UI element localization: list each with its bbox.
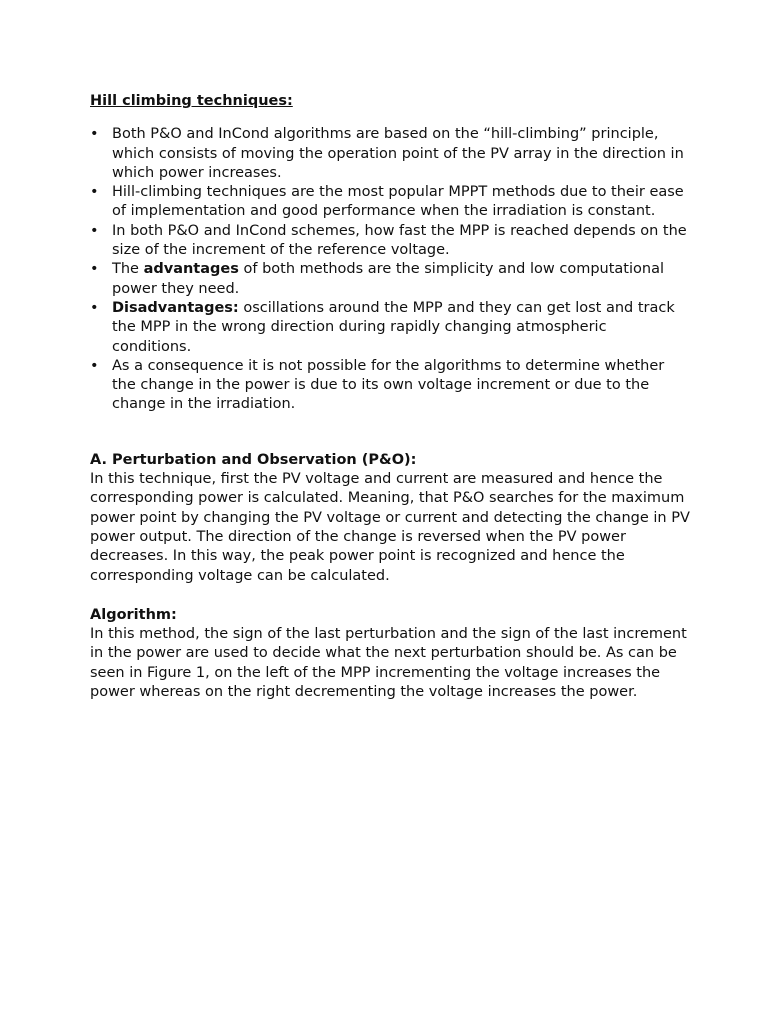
bullet-item bbox=[90, 222, 690, 261]
algorithm-heading: Algorithm: bbox=[90, 606, 177, 623]
hill-climbing-bullet-list bbox=[90, 125, 690, 414]
bullet-item bbox=[90, 125, 690, 183]
bullet-glyph: • bbox=[90, 184, 99, 201]
bullet-item bbox=[90, 357, 690, 415]
bullet-text-post: oscillations around the MPP and they can get lost and track the MPP in the wrong direction during rapidly changing atmospheric conditions. bbox=[112, 299, 675, 355]
bullet-item bbox=[90, 260, 690, 299]
bullet-text: As a consequence it is not possible for the algorithms to determine whether the change in the power is due to its own voltage increment or due to the change in the irradiation. bbox=[112, 357, 665, 413]
document-page bbox=[90, 92, 690, 702]
bullet-text: In both P&O and InCond schemes, how fast the MPP is reached depends on the size of the increment of the reference voltage. bbox=[112, 222, 687, 259]
algorithm-paragraph: In this method, the sign of the last perturbation and the sign of the last increment in the power are used to decide what the next perturbation should be. As can be seen in Figure 1, on the left of the MPP incrementing the voltage increases the power whereas on the right decrementing the voltage increases the power. bbox=[90, 626, 687, 701]
bullet-glyph: • bbox=[90, 126, 99, 143]
bullet-text-post: of both methods are the simplicity and low computational power they need. bbox=[112, 261, 664, 297]
bullet-text: Both P&O and InCond algorithms are based on the “hill-climbing” principle, which consists of moving the operation point of the PV array in the direction in which power increases. bbox=[112, 126, 684, 181]
bullet-glyph: • bbox=[90, 261, 99, 278]
bullet-item bbox=[90, 299, 690, 357]
perturbation-paragraph: In this technique, first the PV voltage and current are measured and hence the corresponding power is calculated. Meaning, that P&O searches for the maximum power point by changing the PV voltage or current and detecting the change in PV power output. The direction of the change is reversed when the PV power decreases. In this way, the peak power point is recognized and hence the corresponding voltage can be calculated. bbox=[90, 471, 690, 584]
bullet-text-pre: The bbox=[112, 261, 144, 278]
bullet-text: Hill-climbing techniques are the most popular MPPT methods due to their ease of implementation and good performance when the irradiation is constant. bbox=[112, 184, 684, 220]
perturbation-heading: A. Perturbation and Observation (P&O): bbox=[90, 451, 417, 468]
bullet-glyph: • bbox=[90, 299, 99, 316]
bullet-glyph: • bbox=[90, 222, 99, 239]
bullet-glyph: • bbox=[90, 357, 99, 374]
section-spacer bbox=[90, 586, 690, 606]
hill-climbing-heading: Hill climbing techniques: bbox=[90, 93, 293, 109]
bullet-item bbox=[90, 183, 690, 222]
section-spacer bbox=[90, 415, 690, 451]
bullet-text-bold: advantages bbox=[143, 261, 239, 278]
bullet-text-bold: Disadvantages: bbox=[112, 299, 239, 316]
